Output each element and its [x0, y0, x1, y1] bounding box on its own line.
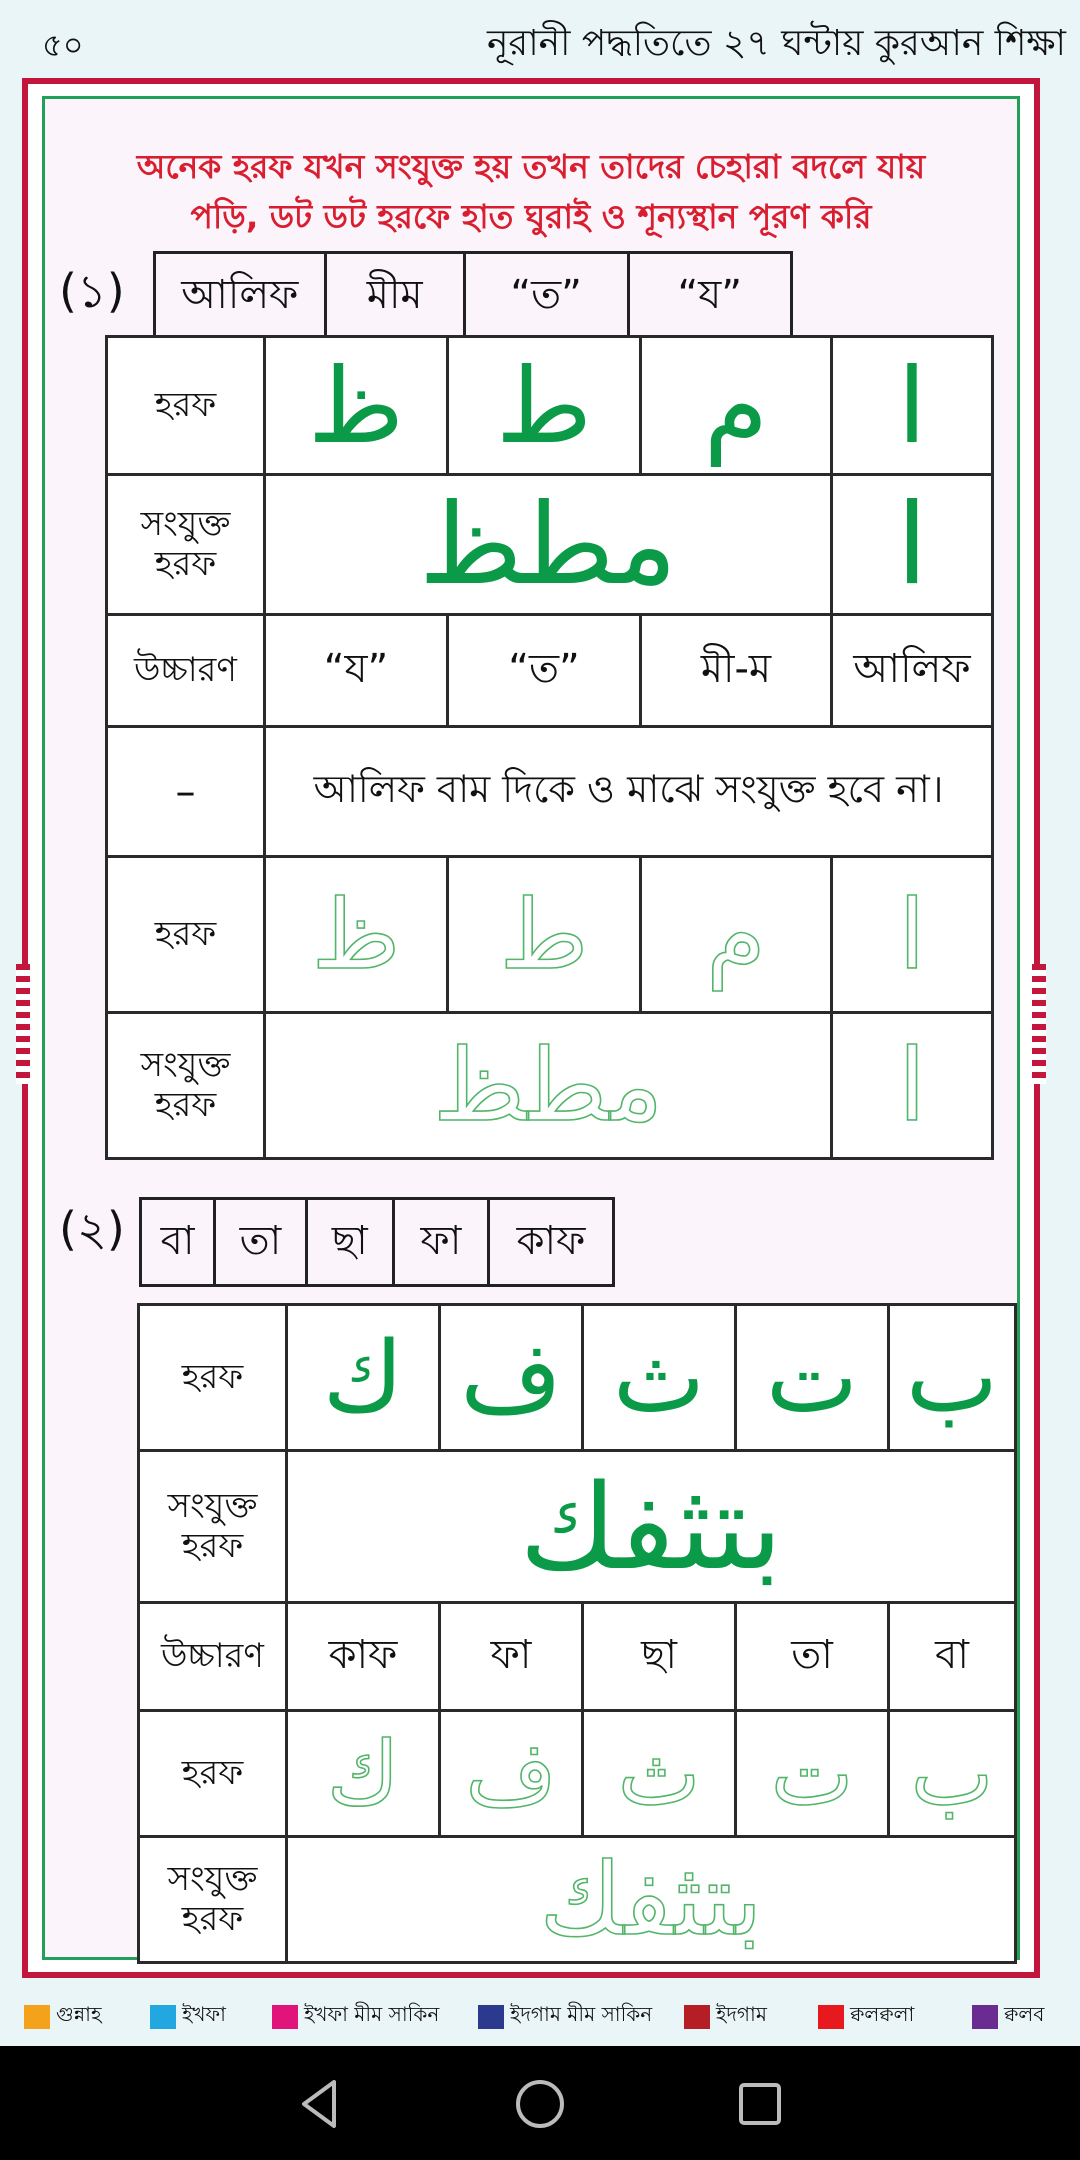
- section-1-letter-names: [153, 251, 793, 341]
- home-icon[interactable]: [510, 2074, 570, 2134]
- section-1-table: [105, 335, 994, 1160]
- row-label-line: সংযুক্ত: [167, 1859, 258, 1900]
- trace-harf-cell[interactable]: ث: [583, 1711, 736, 1837]
- pronunciation-cell: তা: [736, 1603, 889, 1711]
- legend-item: [684, 2000, 767, 2033]
- section-2-table: [137, 1303, 1017, 1964]
- harf-cell: ط: [448, 337, 641, 475]
- harf-cell: ت: [736, 1305, 889, 1451]
- joined-alif: ا: [832, 475, 993, 615]
- trace-harf-cell[interactable]: ظ: [265, 857, 448, 1013]
- row-label-trace-harf: হরফ: [107, 857, 265, 1013]
- note-dash: –: [107, 727, 265, 857]
- row-label-line: হরফ: [154, 1084, 217, 1125]
- harf-cell: ف: [440, 1305, 583, 1451]
- letter-name: “ত”: [464, 253, 628, 340]
- pronunciation-cell: আলিফ: [832, 615, 993, 727]
- row-label-line: সংযুক্ত: [140, 1045, 231, 1086]
- table-row: [139, 1837, 1016, 1963]
- table-row: [139, 1305, 1016, 1451]
- section-2-letter-names: [139, 1197, 615, 1287]
- joined-letters: بتثفك: [287, 1451, 1016, 1603]
- trace-harf-cell[interactable]: ك: [287, 1711, 440, 1837]
- legend-swatch: [818, 2005, 844, 2029]
- page-frame: [22, 78, 1040, 1978]
- letter-name: তা: [215, 1199, 306, 1286]
- trace-harf-cell[interactable]: ت: [736, 1711, 889, 1837]
- legend-label: ক্বলব: [1004, 2002, 1045, 2026]
- letter-name: ছা: [306, 1199, 393, 1286]
- table-row: [107, 1013, 993, 1159]
- side-ornament: [16, 964, 30, 1084]
- page-content: [42, 96, 1020, 1960]
- legend-label: ক্বলক্বলা: [850, 2002, 915, 2026]
- row-label-harf: হরফ: [139, 1305, 287, 1451]
- pronunciation-cell: “য”: [265, 615, 448, 727]
- book-title: নূরানী পদ্ধতিতে ২৭ ঘন্টায় কুরআন শিক্ষা: [486, 23, 1066, 64]
- navigation-bar: [0, 2046, 1080, 2160]
- legend-item: [272, 2000, 439, 2033]
- legend-swatch: [684, 2005, 710, 2029]
- trace-harf-cell[interactable]: ا: [832, 857, 993, 1013]
- table-row: [139, 1451, 1016, 1603]
- table-row: [107, 337, 993, 475]
- legend-item: [972, 2000, 1044, 2033]
- legend-item: [150, 2000, 226, 2033]
- row-label-harf: হরফ: [107, 337, 265, 475]
- trace-joined-letters[interactable]: بتثفك: [287, 1837, 1016, 1963]
- pronunciation-cell: ছা: [583, 1603, 736, 1711]
- alif-note: আলিফ বাম দিকে ও মাঝে সংযুক্ত হবে না।: [265, 727, 993, 857]
- pronunciation-cell: “ত”: [448, 615, 641, 727]
- legend-swatch: [272, 2005, 298, 2029]
- letter-name: মীম: [325, 253, 464, 340]
- row-label-line: হরফ: [154, 543, 217, 584]
- row-label-trace-harf: হরফ: [139, 1711, 287, 1837]
- harf-cell: ث: [583, 1305, 736, 1451]
- legend-item: [818, 2000, 914, 2033]
- letter-name: বা: [141, 1199, 215, 1286]
- back-icon[interactable]: [290, 2074, 350, 2134]
- row-label-pronunciation: উচ্চারণ: [139, 1603, 287, 1711]
- page-number: ৫০: [42, 26, 84, 64]
- table-row: [107, 857, 993, 1013]
- harf-cell: ا: [832, 337, 993, 475]
- pronunciation-cell: বা: [889, 1603, 1016, 1711]
- harf-cell: ك: [287, 1305, 440, 1451]
- row-label-trace-joined: [107, 1013, 265, 1159]
- letter-name: “য”: [628, 253, 791, 340]
- legend-label: ইখফা: [182, 2002, 226, 2026]
- legend-swatch: [478, 2005, 504, 2029]
- pronunciation-cell: কাফ: [287, 1603, 440, 1711]
- pronunciation-cell: ফা: [440, 1603, 583, 1711]
- legend-item: [478, 2000, 652, 2033]
- row-label-line: হরফ: [181, 1898, 244, 1939]
- instruction-line-2: পড়ি, ডট ডট হরফে হাত ঘুরাই ও শূন্যস্থান পূরণ করি: [190, 197, 872, 236]
- side-ornament: [1032, 964, 1046, 1084]
- tajweed-legend: [0, 1992, 1080, 2042]
- table-row: [107, 615, 993, 727]
- table-row: [107, 727, 993, 857]
- trace-harf-cell[interactable]: ط: [448, 857, 641, 1013]
- row-label-trace-joined: [139, 1837, 287, 1963]
- harf-cell: ظ: [265, 337, 448, 475]
- legend-swatch: [24, 2005, 50, 2029]
- table-row: [139, 1711, 1016, 1837]
- trace-joined-letters[interactable]: مطظ: [265, 1013, 832, 1159]
- trace-harf-cell[interactable]: م: [641, 857, 832, 1013]
- harf-cell: ب: [889, 1305, 1016, 1451]
- trace-harf-cell[interactable]: ب: [889, 1711, 1016, 1837]
- page-header: [0, 0, 1080, 84]
- row-label-pronunciation: উচ্চারণ: [107, 615, 265, 727]
- legend-label: ইখফা মীম সাকিন: [304, 2002, 440, 2026]
- instruction-line-1: অনেক হরফ যখন সংযুক্ত হয় তখন তাদের চেহারা বদলে যায়: [136, 147, 926, 186]
- row-label-line: সংযুক্ত: [140, 504, 231, 545]
- row-label-line: সংযুক্ত: [167, 1486, 258, 1527]
- joined-letters: مطظ: [265, 475, 832, 615]
- legend-label: ইদগাম: [716, 2002, 767, 2026]
- section-2-label: (২): [59, 1202, 125, 1256]
- letter-name: কাফ: [489, 1199, 614, 1286]
- trace-joined-alif[interactable]: ا: [832, 1013, 993, 1159]
- legend-swatch: [150, 2005, 176, 2029]
- legend-label: গুন্নাহ: [56, 2002, 102, 2026]
- letter-name: ফা: [393, 1199, 488, 1286]
- row-label-joined: [139, 1451, 287, 1603]
- recents-icon[interactable]: [730, 2074, 790, 2134]
- letter-name: আলিফ: [155, 253, 326, 340]
- trace-harf-cell[interactable]: ف: [440, 1711, 583, 1837]
- harf-cell: م: [641, 337, 832, 475]
- pronunciation-cell: মী-ম: [641, 615, 832, 727]
- legend-item: [24, 2000, 101, 2033]
- table-row: [139, 1603, 1016, 1711]
- legend-label: ইদগাম মীম সাকিন: [510, 2002, 653, 2026]
- row-label-line: হরফ: [181, 1525, 244, 1566]
- table-row: [107, 475, 993, 615]
- legend-swatch: [972, 2005, 998, 2029]
- section-1-label: (১): [59, 264, 125, 318]
- row-label-joined: [107, 475, 265, 615]
